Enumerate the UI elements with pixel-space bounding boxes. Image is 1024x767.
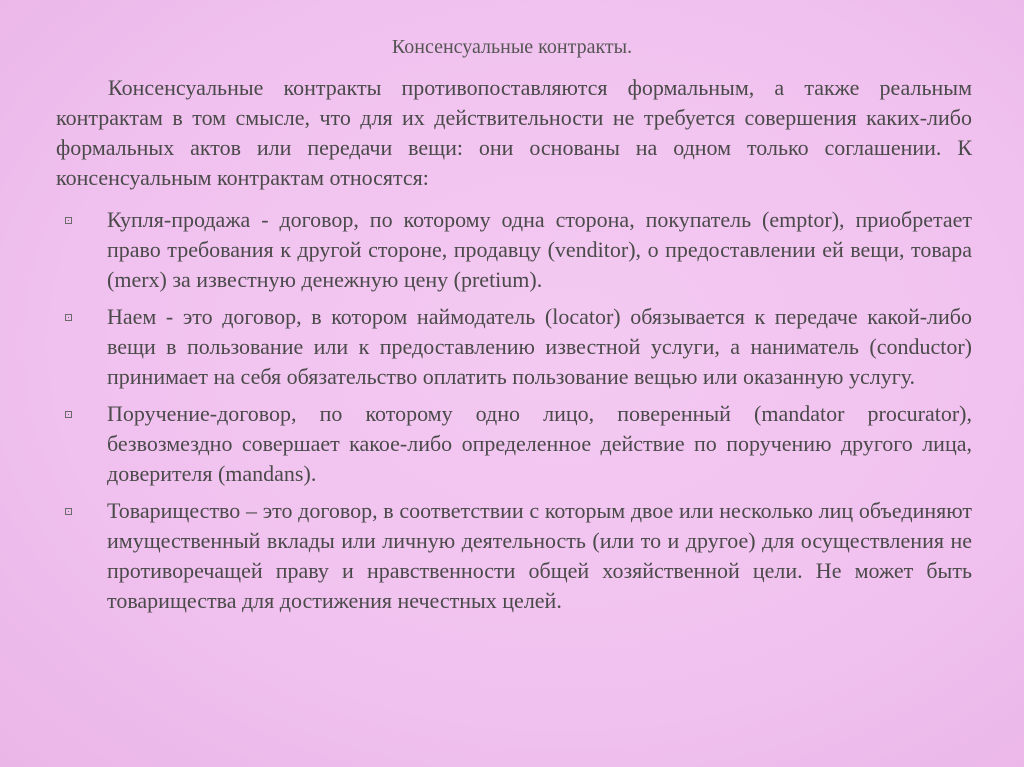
square-bullet-icon bbox=[65, 411, 72, 418]
bullet-text: Купля-продажа - договор, по которому одна сторона, покупатель (emptor), приобретает право требования к другой стороне, продавцу (venditor), о предоставлении ей вещи, товара (merx) за известную денежную цену (pretium). bbox=[107, 207, 972, 292]
list-item bbox=[56, 302, 972, 392]
square-bullet-icon bbox=[65, 508, 72, 515]
intro-paragraph: Консенсуальные контракты противопоставляются формальным, а также реальным контрактам в том смысле, что для их действительности не требуется совершения каких-либо формальных актов или передачи вещи: они основаны на одном только соглашении. К консенсуальным контрактам относятся: bbox=[56, 75, 972, 190]
square-bullet-icon bbox=[65, 314, 72, 321]
square-bullet-icon bbox=[65, 217, 72, 224]
bullet-list bbox=[56, 205, 972, 623]
bullet-text: Наем - это договор, в котором наймодатель (locator) обязывается к передаче какой-либо вещи в пользование или к предоставлению известной услуги, а наниматель (conductor) принимает на себя обязательство оплатить пользование вещью или оказанную услугу. bbox=[107, 304, 972, 389]
bullet-text: Товарищество – это договор, в соответствии с которым двое или несколько лиц объединяют имущественный вклады или личную деятельность (или то и другое) для осуществления не противоречащей праву и нравственности общей хозяйственной цели. Не может быть товарищества для достижения нечестных целей. bbox=[107, 498, 972, 613]
slide-title: Консенсуальные контракты. bbox=[391, 36, 633, 58]
list-item bbox=[56, 205, 972, 295]
list-item bbox=[56, 496, 972, 616]
list-item bbox=[56, 399, 972, 489]
bullet-text: Поручение-договор, по которому одно лицо, поверенный (mandator procurator), безвозмездно совершает какое-либо определенное действие по поручению другого лица, доверителя (mandans). bbox=[107, 401, 972, 486]
